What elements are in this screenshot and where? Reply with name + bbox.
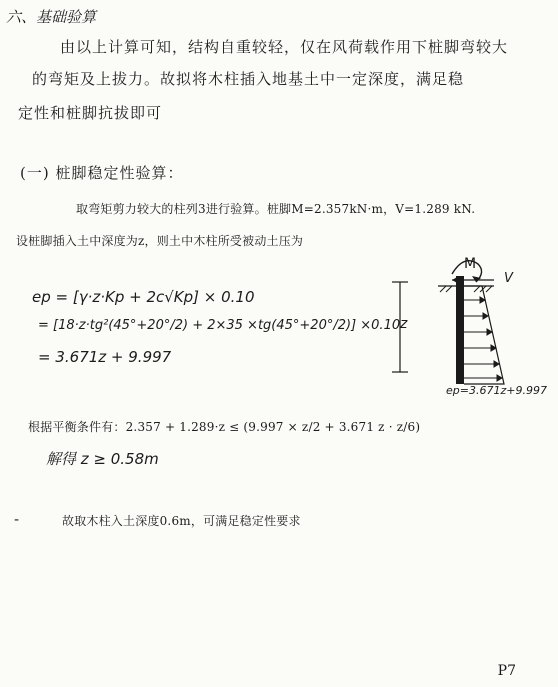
formula-line-3: = 3.671z + 9.997 (38, 348, 172, 366)
equilibrium-line: 根据平衡条件有：2.357 + 1.289·z ≤ (9.997 × z/2 + 3.671 z · z/6) (28, 420, 421, 434)
shear-label: V (504, 271, 513, 286)
page-number: P7 (497, 663, 516, 679)
bullet-dash: - (14, 510, 21, 528)
depth-label: z (400, 316, 408, 332)
ground-hatch (440, 286, 492, 292)
pile (456, 276, 464, 384)
formula-line-2: = [18·z·tg²(45°+20°/2) + 2×35 ×tg(45°+20°/2)] ×0.10 (38, 318, 401, 333)
subsection-heading: (一) 桩脚稳定性验算： (20, 164, 184, 182)
section-heading: 六、基础验算 (6, 8, 97, 26)
intro-line-3: 定性和桩脚抗拔即可 (18, 104, 163, 122)
moment-label: M (464, 256, 477, 272)
formula-line-1: ep = [γ·z·Kp + 2c√Kp] × 0.10 (32, 288, 255, 306)
conclusion-line: 故取木柱入土深度0.6m，可满足稳定性要求 (62, 514, 301, 528)
pile-pressure-diagram (424, 252, 556, 402)
intro-line-1: 由以上计算可知，结构自重较轻，仅在风荷载作用下桩脚弯较大 (60, 38, 509, 56)
solution-line: 解得 z ≥ 0.58m (46, 450, 159, 468)
subsection-text-1: 取弯矩剪力较大的柱列3进行验算。桩脚M=2.357kN·m，V=1.289 kN. (76, 202, 476, 216)
subsection-text-2: 设桩脚插入土中深度为z，则土中木柱所受被动土压为 (16, 234, 304, 248)
pressure-arrows (464, 297, 502, 381)
pressure-label: ep=3.671z+9.997 (446, 384, 547, 397)
intro-line-2: 的弯矩及上拔力。故拟将木柱插入地基土中一定深度，满足稳 (32, 70, 465, 88)
